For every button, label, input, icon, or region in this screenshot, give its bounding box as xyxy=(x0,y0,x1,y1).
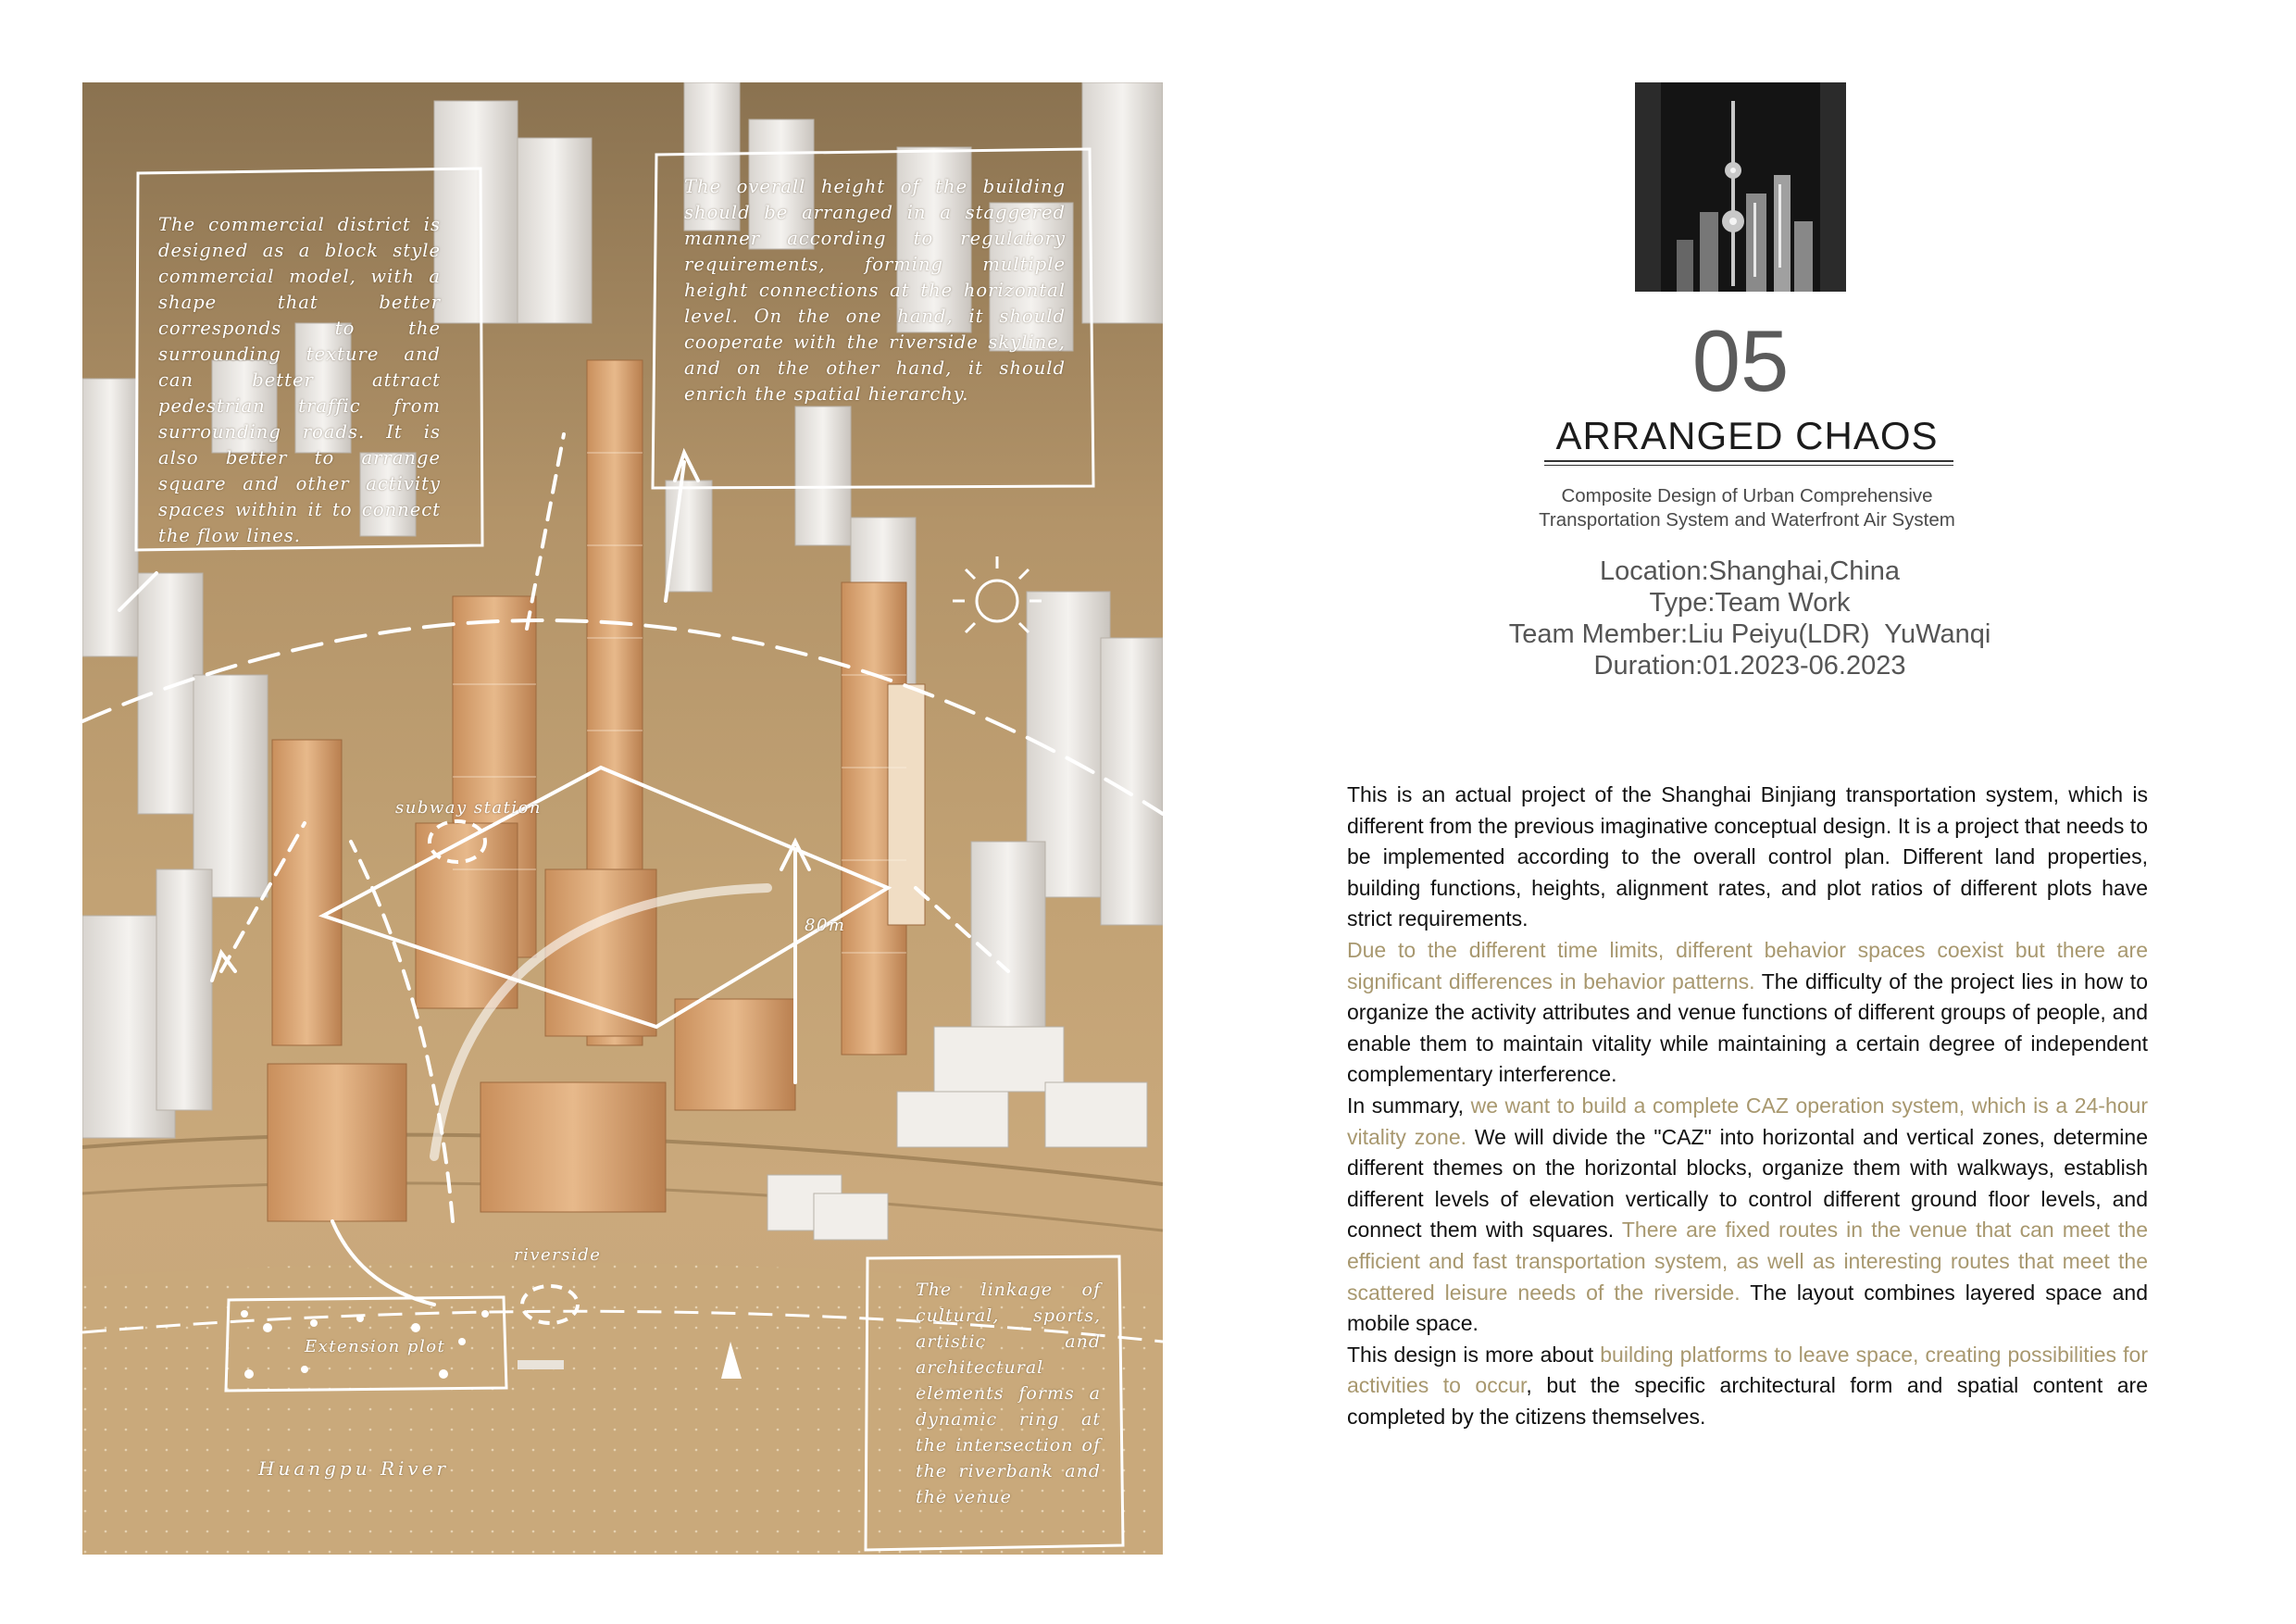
project-subtitle xyxy=(1529,484,1965,532)
plain-text: The difficulty of the project lies in how to organize the activity attributes and venue functions of different groups of people, and enable them to maintain vitality while maintaining a certain degree of independent complementary interference. xyxy=(1347,968,2148,1087)
project-number: 05 xyxy=(1691,312,1790,409)
design-render-panel xyxy=(82,82,1163,1555)
plain-text: The layout combines layered space and mobile space. xyxy=(1347,1280,2148,1336)
project-description xyxy=(1347,780,2148,1432)
height-80m-label: 80m xyxy=(805,916,846,935)
huangpu-river-label: Huangpu River xyxy=(258,1457,450,1480)
highlight-text: we want to build a complete CAZ operation system, which is a 24-hour vitality zone. xyxy=(1347,1093,2148,1149)
low-rise-blocks xyxy=(767,1027,1147,1240)
riverside-label: riverside xyxy=(514,1245,602,1265)
extension-plot-label: Extension plot xyxy=(305,1337,446,1356)
description-paragraph-4 xyxy=(1347,1340,2148,1433)
ferry xyxy=(518,1360,564,1369)
linkage-note: The linkage of cultural, sports, artistic and architectural elements forms a dynamic ring at the intersection of the riverbank and the venue xyxy=(916,1280,1101,1507)
skyline-thumbnail xyxy=(1635,82,1846,292)
description-paragraph-1: This is an actual project of the Shanghai Binjiang transportation system, which is different from the previous imaginative conceptual design. It is a project that needs to be implemented according to the overall control plan. Different land properties, building functions, heights, alignment rates, and plot ratios of different plots have strict requirements. xyxy=(1347,782,2148,931)
highlight-text: building platforms to leave space, creating possibilities for activities to occur xyxy=(1347,1342,2148,1398)
commercial-district-note: The commercial district is designed as a block style commercial model, with a shape that better corresponds to the surrounding texture and can better attract pedestrian traffic from surrounding roads. It is also better to arrange square and other activity spaces within it to connect the flow lines. xyxy=(158,214,441,546)
project-title: ARRANGED CHAOS xyxy=(1555,414,1939,457)
project-meta xyxy=(1444,556,2055,681)
highlight-text: Due to the different time limits, different behavior spaces coexist but there are significant differences in behavior patterns. xyxy=(1347,937,2148,993)
subway-station-label: subway station xyxy=(395,798,543,818)
plain-text: , but the specific architectural form and spatial content are completed by the citizens themselves. xyxy=(1347,1373,2148,1429)
plain-text: We will divide the "CAZ" into horizontal and vertical zones, determine different themes on the horizontal blocks, organize them with walkways, establish different levels of elevation vertically to control different ground floor levels, and connect them with squares. xyxy=(1347,1124,2148,1243)
description-paragraph-2 xyxy=(1347,935,2148,1091)
subtitle-line-2: Transportation System and Waterfront Air System xyxy=(1539,509,1955,531)
highlight-text: There are fixed routes in the venue that can meet the efficient and fast transportation system, as well as interesting routes that meet the scattered leisure needs of the riverside. xyxy=(1347,1218,2148,1305)
team-text: Team Member:Liu Peiyu(LDR) YuWanqi xyxy=(1508,619,1991,649)
description-paragraph-3 xyxy=(1347,1091,2148,1340)
duration-text: Duration:01.2023-06.2023 xyxy=(1593,651,1906,681)
plain-text: In summary, xyxy=(1347,1093,1471,1118)
title-underline xyxy=(1544,460,1953,462)
shanghai-skyline-photo xyxy=(1635,82,1846,292)
building-height-note: The overall height of the building should be arranged in a staggered manner according to regulatory requirements, forming multiple height connections at the horizontal level. On the one hand, it should cooperate with the riverside skyline, and on the other hand, it should enrich the spatial hierarchy. xyxy=(684,176,1066,405)
type-text: Type:Team Work xyxy=(1649,588,1851,618)
plain-text: This design is more about xyxy=(1347,1342,1601,1367)
title-underline-thin xyxy=(1544,465,1953,466)
subtitle-line-1: Composite Design of Urban Comprehensive xyxy=(1561,485,1933,506)
location-text: Location:Shanghai,China xyxy=(1599,556,1901,586)
